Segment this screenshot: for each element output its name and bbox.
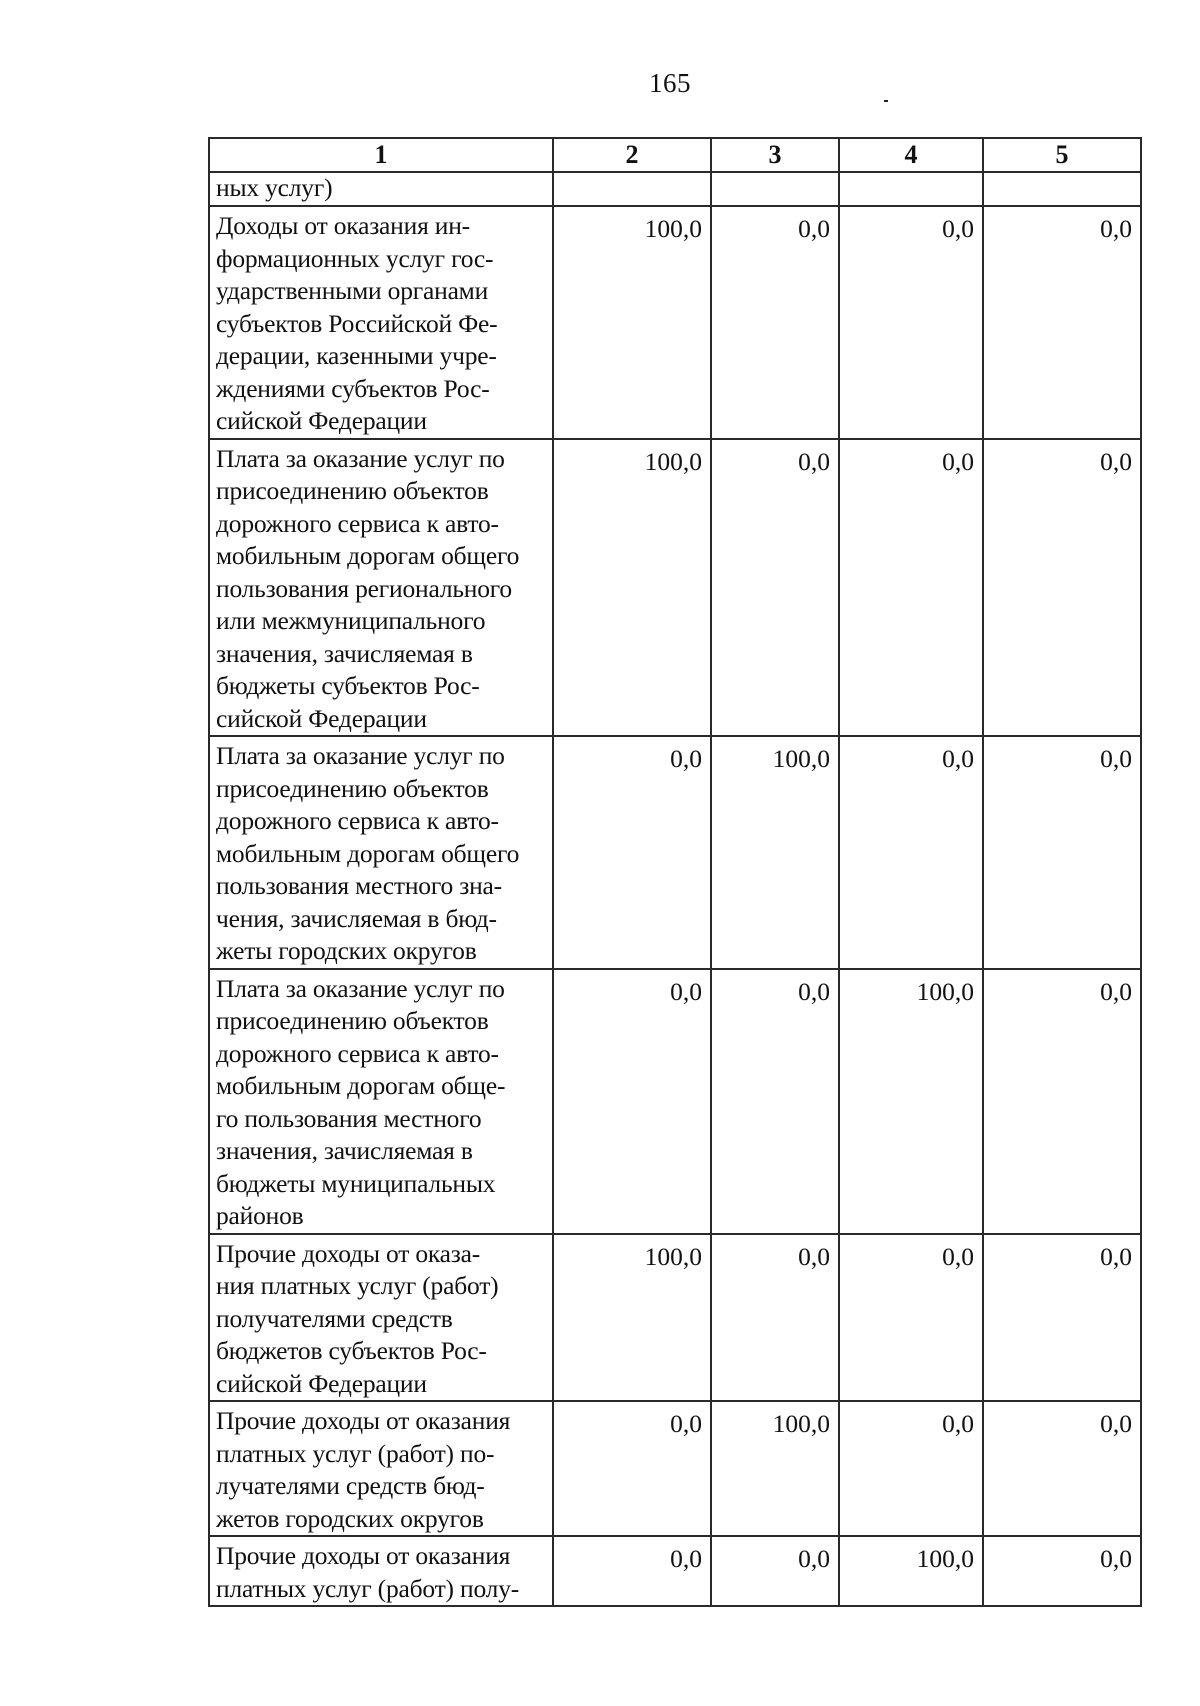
empty-cell: [711, 172, 839, 206]
revenue-name-line: районов: [216, 1201, 304, 1230]
empty-cell: [553, 172, 711, 206]
revenue-name-line: или межмуниципального: [216, 606, 486, 635]
revenue-name-line: чения, зачисляемая в бюд-: [216, 903, 497, 933]
revenue-name-line: присоединению объектов: [216, 476, 489, 505]
table-row: [209, 1234, 1141, 1402]
revenue-name-line: го пользования местного: [216, 1103, 482, 1133]
revenue-name-line: присоединению объектов: [216, 1006, 489, 1035]
table-row: [209, 1536, 1141, 1606]
continuation-row: [209, 172, 1141, 206]
revenue-name-line: субъектов Российской Фе-: [216, 308, 498, 338]
share-value-cell: 0,0: [983, 439, 1141, 737]
revenue-name-line: значения, зачисляемая в: [216, 638, 473, 668]
revenue-name-line: дорожного сервиса к авто-: [216, 806, 499, 835]
column-header: 3: [711, 138, 839, 172]
revenue-name-line: ждениями субъектов Рос-: [216, 373, 490, 403]
empty-cell: [983, 172, 1141, 206]
revenue-name-line: Доходы от оказания ин-: [216, 211, 470, 240]
revenue-name-line: Прочие доходы от оказа-: [216, 1238, 481, 1268]
share-value-cell: 0,0: [983, 969, 1141, 1234]
share-value-cell: 0,0: [711, 1234, 839, 1402]
share-value-cell: 0,0: [711, 1536, 839, 1606]
column-header: 5: [983, 138, 1141, 172]
revenue-name-line: платных услуг (работ) по-: [216, 1438, 495, 1468]
share-value-cell: 0,0: [711, 206, 839, 439]
page-number: 165: [649, 68, 691, 98]
revenue-name-line: пользования местного зна-: [216, 871, 502, 900]
table-body: [209, 172, 1141, 1606]
revenue-name-line: бюджеты муниципальных: [216, 1168, 496, 1198]
share-value-cell: 0,0: [711, 969, 839, 1234]
share-value-cell: 100,0: [553, 1234, 711, 1402]
revenue-name-line: жеты городских округов: [216, 936, 477, 965]
revenue-name-cell: [209, 439, 553, 737]
share-value-cell: 0,0: [983, 736, 1141, 969]
share-value-cell: 100,0: [839, 969, 983, 1234]
revenue-name-line: бюджеты субъектов Рос-: [216, 671, 480, 700]
share-value-cell: 0,0: [983, 206, 1141, 439]
empty-cell: [839, 172, 983, 206]
share-value-cell: 0,0: [839, 1401, 983, 1536]
revenue-name-line: дорожного сервиса к авто-: [216, 1038, 499, 1068]
table-row: [209, 969, 1141, 1234]
revenue-name-line: Плата за оказание услуг по: [216, 741, 505, 770]
share-value-cell: 100,0: [711, 736, 839, 969]
revenue-name-line: бюджетов субъектов Рос-: [216, 1336, 487, 1365]
revenue-distribution-table: [208, 137, 1142, 1607]
share-value-cell: 0,0: [553, 736, 711, 969]
share-value-cell: 0,0: [553, 1536, 711, 1606]
share-value-cell: 0,0: [983, 1536, 1141, 1606]
table-row: [209, 1401, 1141, 1536]
share-value-cell: 0,0: [839, 206, 983, 439]
share-value-cell: 100,0: [711, 1401, 839, 1536]
revenue-name-cell: [209, 1234, 553, 1402]
revenue-name-line: сийской Федерации: [216, 406, 427, 435]
revenue-name-line: сийской Федерации: [216, 703, 427, 733]
share-value-cell: 100,0: [839, 1536, 983, 1606]
revenue-name-line: присоединению объектов: [216, 773, 489, 803]
revenue-name-cell: [209, 736, 553, 969]
share-value-cell: 100,0: [553, 206, 711, 439]
revenue-name-line: дорожного сервиса к авто-: [216, 508, 499, 538]
revenue-name-cell: [209, 1536, 553, 1606]
revenue-name-cell: [209, 1401, 553, 1536]
revenue-name-line: мобильным дорогам общего: [216, 541, 520, 570]
revenue-name-line: лучателями средств бюд-: [216, 1471, 485, 1500]
scan-speck: [884, 100, 888, 102]
header-row: [209, 138, 1141, 172]
revenue-name-line: Прочие доходы от оказания: [216, 1541, 511, 1570]
revenue-name-line: Плата за оказание услуг по: [216, 443, 505, 473]
revenue-name-line: дерации, казенными учре-: [216, 341, 497, 370]
table-row: [209, 206, 1141, 439]
revenue-name-line: ударственными органами: [216, 276, 489, 305]
share-value-cell: 0,0: [553, 969, 711, 1234]
revenue-name-line: Прочие доходы от оказания: [216, 1406, 511, 1435]
revenue-name-line: Плата за оказание услуг по: [216, 973, 505, 1003]
share-value-cell: 100,0: [553, 439, 711, 737]
revenue-name-line: формационных услуг гос-: [216, 243, 494, 273]
share-value-cell: 0,0: [711, 439, 839, 737]
revenue-name-line: ния платных услуг (работ): [216, 1271, 499, 1300]
share-value-cell: 0,0: [983, 1401, 1141, 1536]
table-row: [209, 439, 1141, 737]
revenue-name-cell: [209, 969, 553, 1234]
revenue-name-line: жетов городских округов: [216, 1503, 484, 1533]
revenue-name-line: значения, зачисляемая в: [216, 1136, 473, 1165]
share-value-cell: 0,0: [839, 439, 983, 737]
column-header: 2: [553, 138, 711, 172]
revenue-name-cell: [209, 206, 553, 439]
revenue-name-cell: ных услуг): [209, 172, 553, 206]
share-value-cell: 0,0: [839, 1234, 983, 1402]
column-header: 4: [839, 138, 983, 172]
revenue-name-line: мобильным дорогам общего: [216, 838, 520, 868]
column-header: 1: [209, 138, 553, 172]
revenue-name-line: сийской Федерации: [216, 1368, 427, 1398]
table-row: [209, 736, 1141, 969]
share-value-cell: 0,0: [553, 1401, 711, 1536]
revenue-name-line: получателями средств: [216, 1303, 453, 1333]
revenue-name-line: мобильным дорогам обще-: [216, 1071, 506, 1100]
share-value-cell: 0,0: [839, 736, 983, 969]
revenue-name-line: платных услуг (работ) полу-: [216, 1573, 520, 1603]
share-value-cell: 0,0: [983, 1234, 1141, 1402]
revenue-name-line: пользования регионального: [216, 573, 512, 603]
